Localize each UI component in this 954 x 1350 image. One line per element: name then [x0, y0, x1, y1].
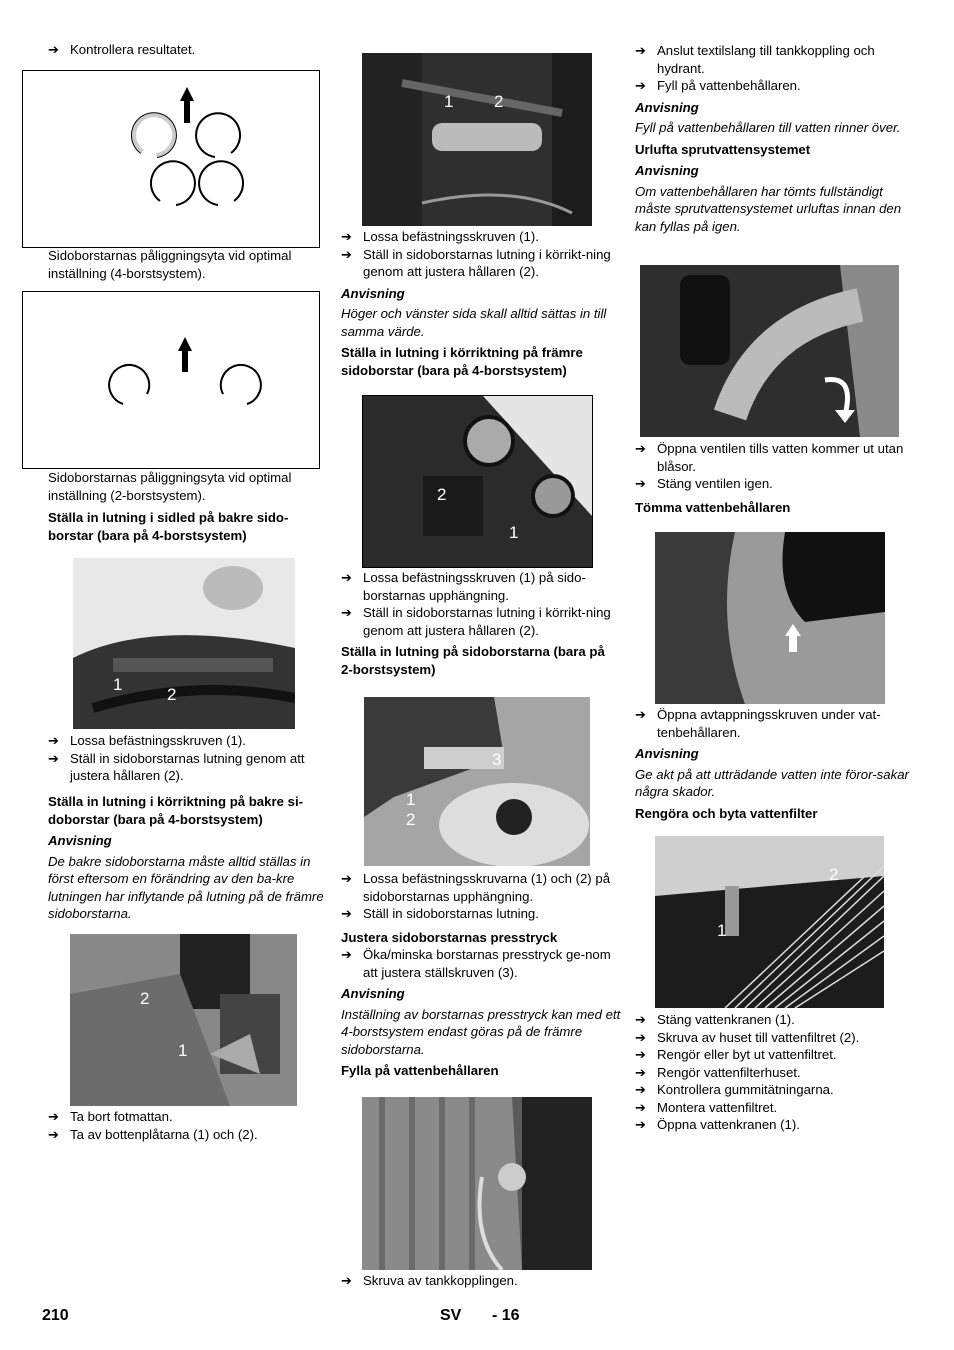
steps-filter [635, 1011, 910, 1134]
diagram-2-brush [22, 291, 320, 469]
arrow-right-icon: ➔ [635, 476, 646, 491]
sub-page-number: - 16 [492, 1307, 520, 1324]
brush-arc [199, 161, 243, 205]
step-item: ➔ Lossa befästningsskruvarna (1) och (2) på sidoborstarnas upphängning. [341, 871, 611, 904]
step-item: ➔ Ta bort fotmattan. [48, 1109, 173, 1124]
arrow-right-icon: ➔ [635, 43, 646, 58]
arrow-right-icon: ➔ [635, 1099, 646, 1115]
arrow-right-icon: ➔ [341, 947, 352, 962]
photo-water-filter [655, 836, 884, 1008]
arrow-right-icon: ➔ [635, 1117, 646, 1132]
section-heading: Ställa in lutning i körriktning på bakre si-doborstar (bara på 4-borstsystem) [48, 794, 303, 827]
arrow-right-icon: ➔ [341, 605, 352, 620]
arrow-right-icon: ➔ [635, 707, 646, 722]
section-heading: Rengöra och byta vattenfilter [635, 805, 818, 821]
brush-contact-diagram [23, 71, 319, 247]
arrow-right-icon: ➔ [635, 1012, 646, 1027]
arrow-right-icon: ➔ [341, 229, 352, 244]
callout-1: 1 [406, 790, 416, 809]
step-item: ➔ Fyll på vattenbehållaren. [635, 78, 801, 93]
step-item: ➔ Ställ in sidoborstarnas lutning genom att justera hållaren (2). [48, 750, 305, 783]
step-item: ➔ Ställ in sidoborstarnas lutning i körrikt-ning genom att justera hållaren (2). [341, 605, 611, 638]
photo-front-brush [362, 395, 593, 568]
direction-arrow [178, 337, 192, 372]
photo-floor-plates [70, 934, 297, 1106]
arrow-right-icon: ➔ [341, 570, 352, 585]
step-item: ➔ Lossa befästningsskruven (1) på sido-borstarnas upphängning. [341, 570, 586, 603]
step-item: ➔ Kontrollera resultatet. [48, 42, 196, 57]
step-item: ➔ Stäng vattenkranen (1). [635, 1012, 795, 1027]
arrow-right-icon: ➔ [48, 42, 59, 57]
callout-1: 1 [509, 523, 519, 542]
note-label: Anvisning [341, 285, 405, 301]
step-item: ➔ Anslut textilslang till tankkoppling och hydrant. [635, 43, 875, 76]
note-text: De bakre sidoborstarna måste alltid ställas in först eftersom en förändring av den ba-kre lutningen har inflytande på lutning på de främre sidoborstarna. [48, 853, 324, 921]
photo-tank-coupling [362, 1097, 592, 1270]
arrow-right-icon: ➔ [48, 733, 59, 748]
photo-rear-side-brush [73, 558, 295, 729]
step-item: ➔ Öppna vattenkranen (1). [635, 1117, 800, 1132]
note-text: Fyll på vattenbehållaren till vatten rinner över. [635, 120, 901, 135]
arrow-right-icon: ➔ [635, 1029, 646, 1045]
arrow-right-icon: ➔ [48, 1109, 59, 1124]
note-label: Anvisning [635, 163, 699, 178]
arrow-right-icon: ➔ [48, 750, 59, 766]
arrow-right-icon: ➔ [341, 871, 352, 886]
caption-2brush: Sidoborstarnas påliggningsyta vid optimal inställning (2-borstsystem). [48, 470, 292, 503]
arrow-right-icon: ➔ [341, 246, 352, 262]
note-label: Anvisning [635, 99, 699, 115]
arrow-right-icon: ➔ [635, 1047, 646, 1062]
arrow-right-icon: ➔ [635, 441, 646, 456]
steps-connect [635, 42, 910, 235]
photo-vent-valve [640, 265, 899, 437]
callout-1: 1 [717, 921, 727, 940]
steps-fill [341, 1272, 616, 1290]
step-item: ➔ Stäng ventilen igen. [635, 476, 773, 491]
arrow-right-icon: ➔ [635, 1082, 646, 1097]
note-text: Ge akt på att utträdande vatten inte föror-sakar några skador. [635, 766, 909, 799]
direction-arrow [180, 87, 194, 123]
note-label: Anvisning [635, 746, 699, 761]
step-item: ➔ Öppna avtappningsskruven under vat-tenbehållaren. [635, 707, 881, 740]
arrow-right-icon: ➔ [635, 1064, 646, 1080]
caption-4brush: Sidoborstarnas påliggningsyta vid optimal inställning (4-borstsystem). [48, 248, 292, 281]
language-code: SV [440, 1307, 462, 1324]
photo-2brush-mount [364, 697, 590, 866]
step-item: ➔ Öka/minska borstarnas presstryck ge-nom att justera ställskruven (3). [341, 947, 611, 980]
callout-3: 3 [492, 750, 502, 769]
step-item: ➔ Rengör vattenfilterhuset. [635, 1064, 801, 1080]
step-item: ➔ Ställ in sidoborstarnas lutning i körrikt-ning genom att justera hållaren (2). [341, 246, 611, 279]
callout-2: 2 [406, 810, 416, 829]
arrow-right-icon: ➔ [341, 906, 352, 921]
section-heading: Urlufta sprutvattensystemet [635, 141, 811, 157]
step-item: ➔ Skruva av huset till vattenfiltret (2). [635, 1029, 860, 1045]
note-text: Höger och vänster sida skall alltid sättas in till samma värde. [341, 306, 607, 339]
section-heading: Tömma vattenbehållaren [635, 499, 791, 515]
arrow-right-icon: ➔ [635, 78, 646, 93]
callout-2: 2 [437, 485, 447, 504]
steps-vent [635, 440, 910, 516]
steps-rear-side [48, 732, 323, 785]
callout-1: 1 [444, 92, 454, 111]
section-rear-side [48, 509, 323, 544]
step-item: ➔ Kontrollera gummitätningarna. [635, 1082, 834, 1097]
note-label: Anvisning [341, 986, 405, 1001]
section-heading: Ställa in lutning i sidled på bakre sido-borstar (bara på 4-borstsystem) [48, 510, 289, 543]
brush-arc [151, 161, 195, 205]
steps-empty [635, 706, 915, 822]
step-item: ➔ Ta av bottenplåtarna (1) och (2). [48, 1126, 258, 1142]
steps-floor [48, 1108, 323, 1143]
section-heading: Ställa in lutning på sidoborstarna (bara på 2-borstsystem) [341, 644, 605, 677]
steps-top [341, 228, 616, 379]
step-item: ➔ Montera vattenfiltret. [635, 1099, 778, 1115]
note-label: Anvisning [48, 833, 112, 848]
step-item: ➔ Lossa befästningsskruven (1). [48, 733, 246, 748]
callout-1: 1 [178, 1041, 188, 1060]
callout-2: 2 [167, 685, 177, 704]
page-number: 210 [42, 1307, 69, 1324]
step-item: ➔ Skruva av tankkopplingen. [341, 1273, 518, 1288]
column-1 [48, 41, 323, 59]
brush-contact-diagram [23, 292, 319, 468]
arrow-right-icon: ➔ [341, 1273, 352, 1288]
photo-drain-screw [655, 532, 885, 704]
steps-2brush [341, 870, 621, 1080]
section-rear-drive [48, 793, 328, 923]
step-item: ➔ Öppna ventilen tills vatten kommer ut utan blåsor. [635, 441, 904, 474]
callout-1: 1 [113, 675, 123, 694]
note-text: Om vattenbehållaren har tömts fullständigt måste sprutvattensystemet urluftas innan den kan fyllas på igen. [635, 183, 902, 234]
note-text: Inställning av borstarnas presstryck kan med ett 4-borstsystem endast göras på de främre sidoborstarna. [341, 1006, 621, 1057]
callout-2: 2 [829, 865, 839, 884]
arrow-right-icon: ➔ [48, 1126, 59, 1142]
step-item: ➔ Lossa befästningsskruven (1). [341, 229, 539, 244]
callout-2: 2 [494, 92, 504, 111]
section-heading: Justera sidoborstarnas presstryck [341, 929, 558, 945]
step-item: ➔ Rengör eller byt ut vattenfiltret. [635, 1047, 837, 1062]
photo-mount-bracket [362, 53, 592, 226]
steps-front [341, 569, 616, 678]
callout-2: 2 [140, 989, 150, 1008]
section-heading: Ställa in lutning i körriktning på främre sidoborstar (bara på 4-borstsystem) [341, 345, 583, 378]
section-heading: Fylla på vattenbehållaren [341, 1063, 499, 1078]
step-item: ➔ Ställ in sidoborstarnas lutning. [341, 906, 539, 921]
brush-arc [196, 113, 240, 157]
diagram-4-brush [22, 70, 320, 248]
